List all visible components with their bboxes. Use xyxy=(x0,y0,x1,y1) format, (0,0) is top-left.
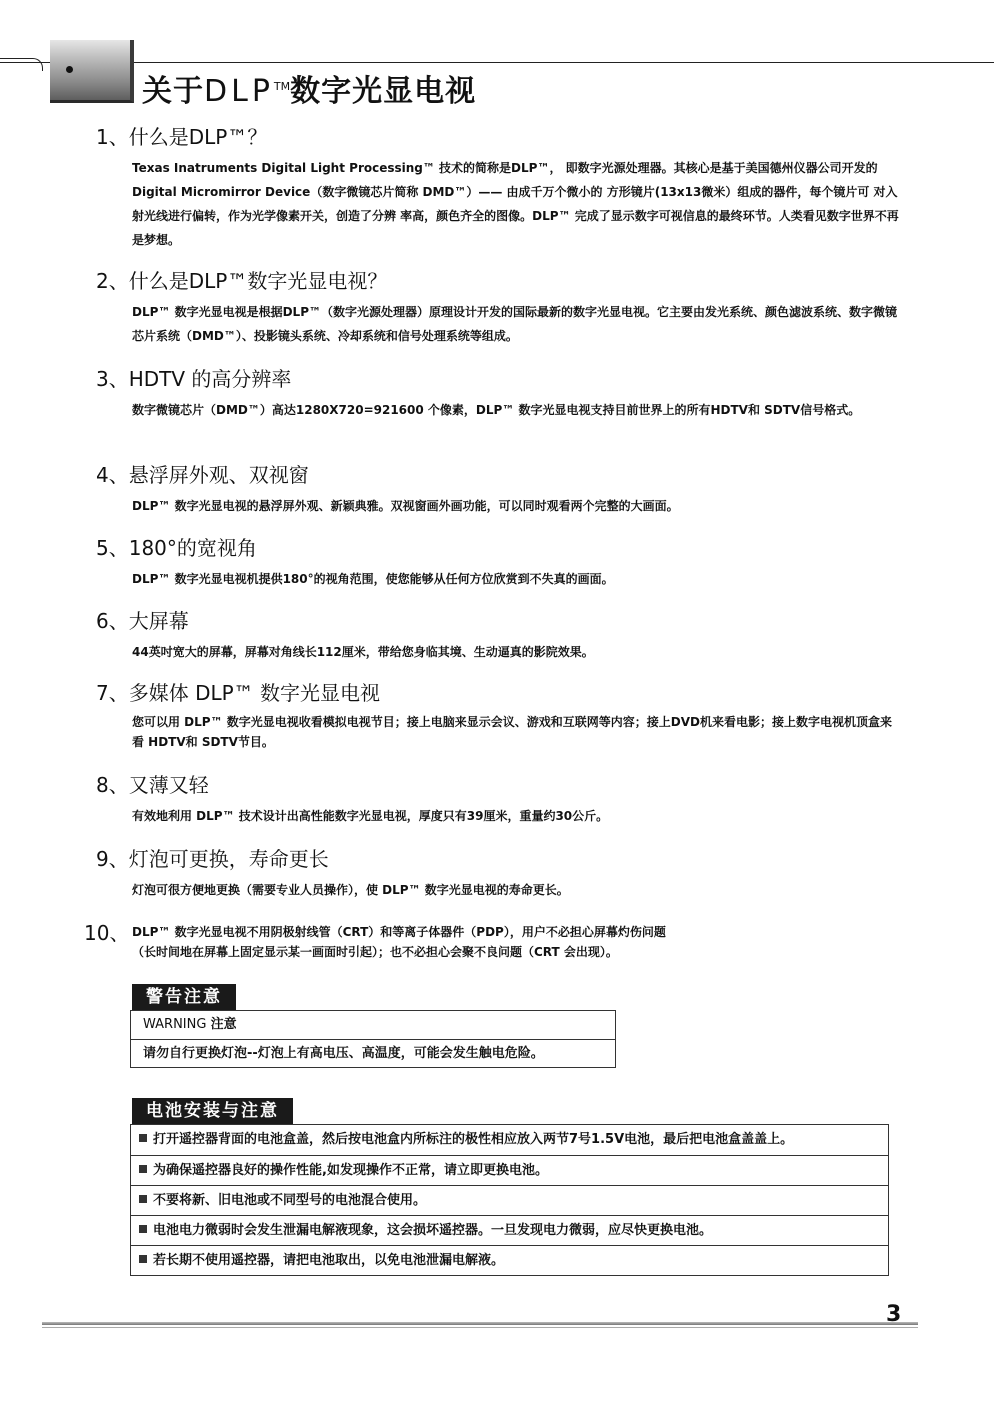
battery-item xyxy=(131,1215,888,1245)
battery-item-text: 为确保遥控器良好的操作性能,如发现操作不正常，请立即更换电池。 xyxy=(153,1163,548,1178)
header-gradient-block xyxy=(50,40,134,103)
title-tm: TM xyxy=(273,80,291,93)
title-prefix: 关于 xyxy=(142,74,204,109)
page-number: 3 xyxy=(886,1302,902,1327)
warning-row-title xyxy=(131,1011,615,1039)
warning-label: 警告注意 xyxy=(132,984,236,1010)
square-bullet-icon xyxy=(139,1225,147,1233)
battery-item xyxy=(131,1155,888,1185)
footer-rule xyxy=(42,1322,918,1325)
section-body: Texas Inatruments Digital Light Processing™ 技术的简称是DLP™， 即数字光源处理器。其核心是基于美国德州仪器公司开发的 Digital Micromirror Device（数字微镜芯片简称 DMD™）—— 由成千万个微小的 方形镜片(13x13微米）组成的器件，每个镜片可 对入射光线进行偏转，作为光学像素开关，创造了分辨 率高，颜色齐全的图像。DLP™ 完成了显示数字可视信息的最终环节。人类看见数字世界不再是梦想。 xyxy=(132,161,899,247)
section-heading: 4、悬浮屏外观、双视窗 xyxy=(96,463,309,487)
section-body: DLP™ 数字光显电视机提供180°的视角范围，使您能够从任何方位欣赏到不失真的画面。 xyxy=(132,572,614,586)
section-body: 有效地利用 DLP™ 技术设计出高性能数字光显电视，厚度只有39厘米，重量约30公斤。 xyxy=(132,809,609,823)
section-heading: 1、什么是DLP™？ xyxy=(96,125,268,149)
section-6 xyxy=(96,608,916,664)
square-bullet-icon xyxy=(139,1134,147,1142)
battery-item-text: 打开遥控器背面的电池盒盖，然后按电池盒内所标注的极性相应放入两节7号1.5V电池，最后把电池盒盖盖上。 xyxy=(153,1132,794,1147)
section-heading: 8、又薄又轻 xyxy=(96,773,209,797)
section-8 xyxy=(96,772,916,828)
battery-label: 电池安装与注意 xyxy=(132,1098,293,1124)
battery-item xyxy=(131,1245,888,1275)
footer-rule-thin xyxy=(42,1327,918,1328)
battery-item-text: 电池电力微弱时会发生泄漏电解液现象，这会损坏遥控器。一旦发现电力微弱，应尽快更换电池。 xyxy=(153,1223,713,1238)
section-body: 数字微镜芯片（DMD™）高达1280X720=921600 个像素，DLP™ 数字光显电视支持目前世界上的所有HDTV和 SDTV信号格式。 xyxy=(132,403,861,417)
section-7 xyxy=(96,680,916,752)
header-bullet-dot xyxy=(66,66,73,73)
header-rule xyxy=(0,62,994,63)
warning-row-text: 请勿自行更换灯泡--灯泡上有高电压、高温度，可能会发生触电危险。 xyxy=(131,1039,615,1067)
battery-table xyxy=(130,1124,889,1276)
battery-item xyxy=(131,1125,888,1155)
section-2 xyxy=(96,268,916,348)
section-heading: 5、180°的宽视角 xyxy=(96,536,257,560)
title-suffix: 数字光显电视 xyxy=(290,74,477,109)
section-body: 灯泡可很方便地更换（需要专业人员操作），使 DLP™ 数字光显电视的寿命更长。 xyxy=(132,883,569,897)
section-body: 44英吋宽大的屏幕，屏幕对角线长112厘米，带给您身临其境、生动逼真的影院效果。 xyxy=(132,645,594,659)
section-heading: 2、什么是DLP™数字光显电视？ xyxy=(96,269,388,293)
section-heading: 3、HDTV 的高分辨率 xyxy=(96,367,292,391)
section-number: 10、 xyxy=(84,921,130,945)
section-5 xyxy=(96,535,916,591)
battery-item xyxy=(131,1185,888,1215)
section-heading: 6、大屏幕 xyxy=(96,609,189,633)
section-body: 您可以用 DLP™ 数字光显电视收看模拟电视节目；接上电脑来显示会议、游戏和互联网等内容；接上DVD机来看电影；接上数字电视机顶盒来看 HDTV和 SDTV节目。 xyxy=(132,715,892,749)
page-title xyxy=(142,66,476,110)
square-bullet-icon xyxy=(139,1165,147,1173)
title-dlp: DLP xyxy=(204,74,274,109)
square-bullet-icon xyxy=(139,1195,147,1203)
section-heading: 9、灯泡可更换，寿命更长 xyxy=(96,847,329,871)
warning-en: WARNING xyxy=(143,1017,211,1032)
section-4 xyxy=(96,462,916,518)
section-9 xyxy=(96,846,916,902)
section-3 xyxy=(96,366,916,422)
section-body: DLP™ 数字光显电视是根据DLP™（数字光源处理器）原理设计开发的国际最新的数字光显电视。它主要由发光系统、颜色滤波系统、数字微镜芯片系统（DMD™）、投影镜头系统、冷却系统和信号处理系统等组成。 xyxy=(132,305,897,343)
section-body-line2: （长时间地在屏幕上固定显示某一画面时引起）；也不必担心会聚不良问题（CRT 会出现）。 xyxy=(132,945,618,959)
battery-item-text: 不要将新、旧电池或不同型号的电池混合使用。 xyxy=(153,1193,427,1208)
section-body-line1: DLP™ 数字光显电视不用阴极射线管（CRT）和等离子体器件（PDP），用户不必担心屏幕灼伤问题 xyxy=(132,925,666,939)
warning-table xyxy=(130,1010,616,1068)
section-heading: 7、多媒体 DLP™ 数字光显电视 xyxy=(96,681,381,705)
square-bullet-icon xyxy=(139,1255,147,1263)
battery-item-text: 若长期不使用遥控器，请把电池取出，以免电池泄漏电解液。 xyxy=(153,1253,505,1268)
header-rule-bend xyxy=(0,58,43,71)
section-1 xyxy=(96,124,916,252)
warning-cn: 注意 xyxy=(210,1017,237,1032)
section-10 xyxy=(84,922,904,962)
section-body: DLP™ 数字光显电视的悬浮屏外观、新颖典雅。双视窗画外画功能，可以同时观看两个完整的大画面。 xyxy=(132,499,679,513)
